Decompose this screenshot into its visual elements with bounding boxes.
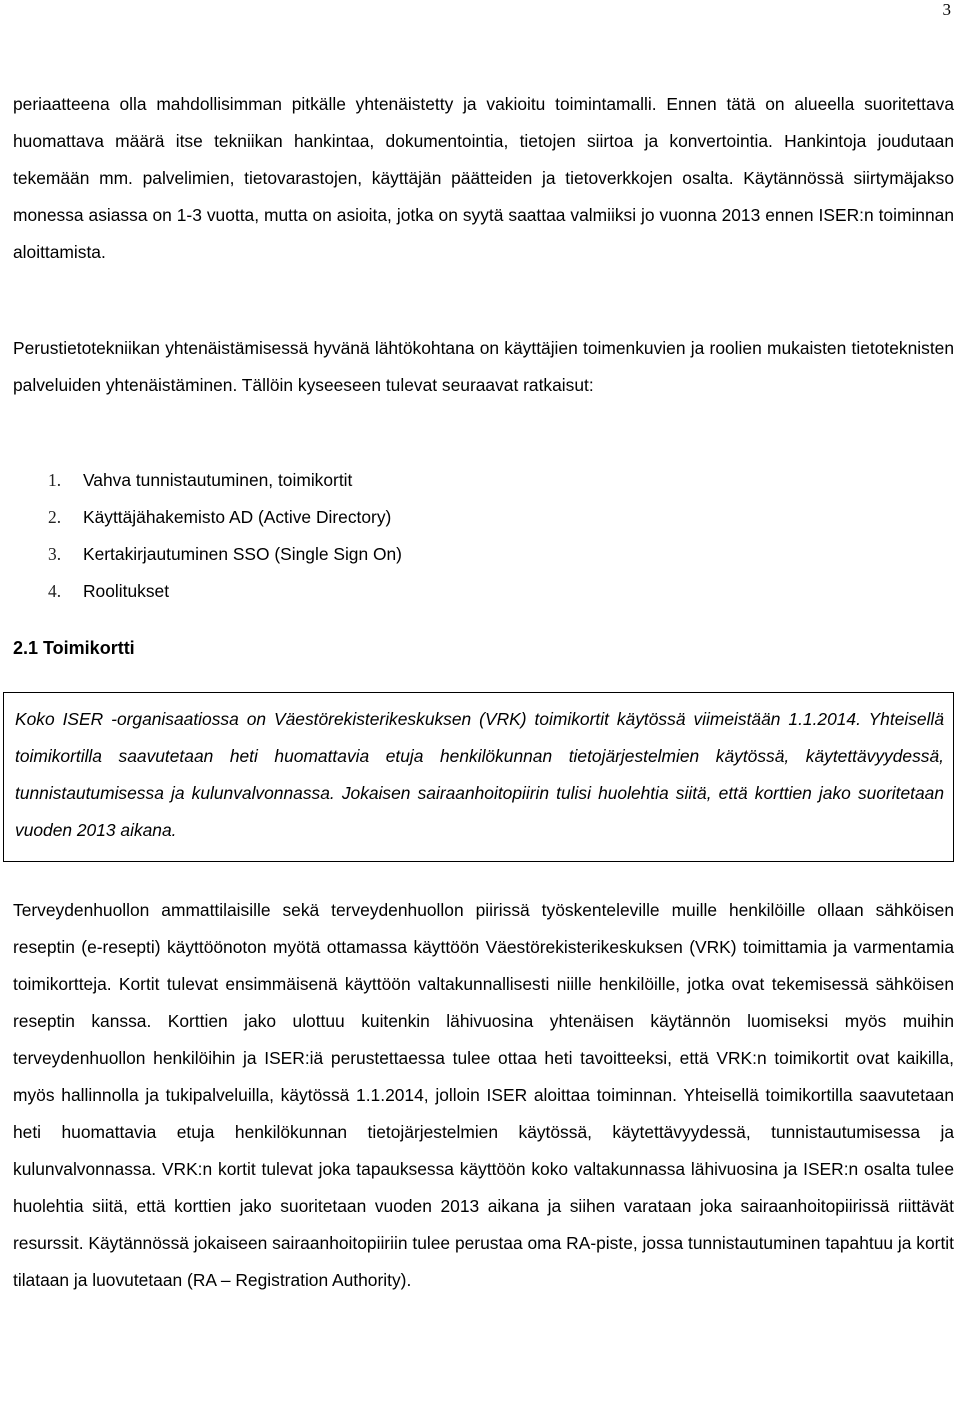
page-number: 3 [942,0,951,19]
list-item [48,499,402,536]
list-item-text: Käyttäjähakemisto AD (Active Directory) [83,507,392,527]
list-item-text: Vahva tunnistautuminen, toimikortit [83,470,353,490]
body-paragraph-solutions: Perustietotekniikan yhtenäistämisessä hyvänä lähtökohtana on käyttäjien toimenkuvien ja roolien mukaisten tietoteknisten palveluiden yhtenäistäminen. Tällöin kyseeseen tulevat seuraavat ratkaisut: [13,338,954,395]
summary-box [3,692,954,862]
list-item-text: Kertakirjautuminen SSO (Single Sign On) [83,544,402,564]
summary-box-text: Koko ISER -organisaatiossa on Väestörekisterikeskuksen (VRK) toimikortit käytössä viimeistään 1.1.2014. Yhteisellä toimikortilla saavutetaan heti huomattavia etuja henkilökunnan tietojärjestelmien käytössä, käytettävyydessä, tunnistautumisessa ja kulunvalvonnassa. Jokaisen sairaanhoitopiirin tulisi huolehtia siitä, että korttien jako suoritetaan vuoden 2013 aikana. [15,709,944,840]
list-item-text: Roolitukset [83,581,170,601]
list-item [48,573,402,610]
body-paragraph-intro: periaatteena olla mahdollisimman pitkälle yhtenäistetty ja vakioitu toimintamalli. Ennen tätä on alueella suoritettava huomattava määrä itse tekniikan hankintaa, dokumentointia, tietojen siirtoa ja konvertointia. Hankintoja joudutaan tekemään mm. palvelimien, tietovarastojen, käyttäjän päätteiden ja tietoverkkojen osalta. Käytännössä siirtymäjakso monessa asiassa on 1-3 vuotta, mutta on asioita, jotka on syytä saattaa valmiiksi jo vuonna 2013 ennen ISER:n toiminnan aloittamista. [13,94,954,262]
list-item-number: 1. [48,470,62,490]
body-paragraph-toimikortti: Terveydenhuollon ammattilaisille sekä terveydenhuollon piirissä työskenteleville muille henkilöille ollaan sähköisen reseptin (e-resepti) käyttöönoton myötä ottamassa käyttöön Väestörekisterikeskuksen (VRK) toimittamia ja varmentamia toimikortteja. Kortit tulevat ensimmäisenä käyttöön valtakunnallisesti niille henkilöille, jotka ovat tekemisessä sähköisen reseptin kanssa. Korttien jako ulottuu kuitenkin lähivuosina yhtenäisen käytännön luomiseksi myös muihin terveydenhuollon henkilöihin ja ISER:iä perustettaessa tulee ottaa heti tavoitteeksi, että VRK:n toimikortit ovat kaikilla, myös hallinnolla ja tukipalveluilla, käytössä 1.1.2014, jolloin ISER aloittaa toiminnan. Yhteisellä toimikortilla saavutetaan heti huomattavia etuja henkilökunnan tietojärjestelmien käytössä, käytettävyydessä, tunnistautumisessa ja kulunvalvonnassa. VRK:n kortit tulevat joka tapauksessa käyttöön koko valtakunnassa lähivuosina ja ISER:n osalta tulee huolehtia siitä, että korttien jako suoritetaan vuoden 2013 aikana ja siihen varataan joka sairaanhoitopiirissä riittävät resurssit. Käytännössä jokaiseen sairaanhoitopiiriin tulee perustaa oma RA-piste, jossa tunnistautuminen tapahtuu ja kortit tilataan ja luovutetaan (RA – Registration Authority). [13,900,954,1290]
list-item-number: 3. [48,544,62,564]
solutions-list [48,462,402,610]
list-item-number: 4. [48,581,62,601]
list-item-number: 2. [48,507,62,527]
list-item [48,462,402,499]
list-item [48,536,402,573]
section-heading: 2.1 Toimikortti [13,638,135,658]
